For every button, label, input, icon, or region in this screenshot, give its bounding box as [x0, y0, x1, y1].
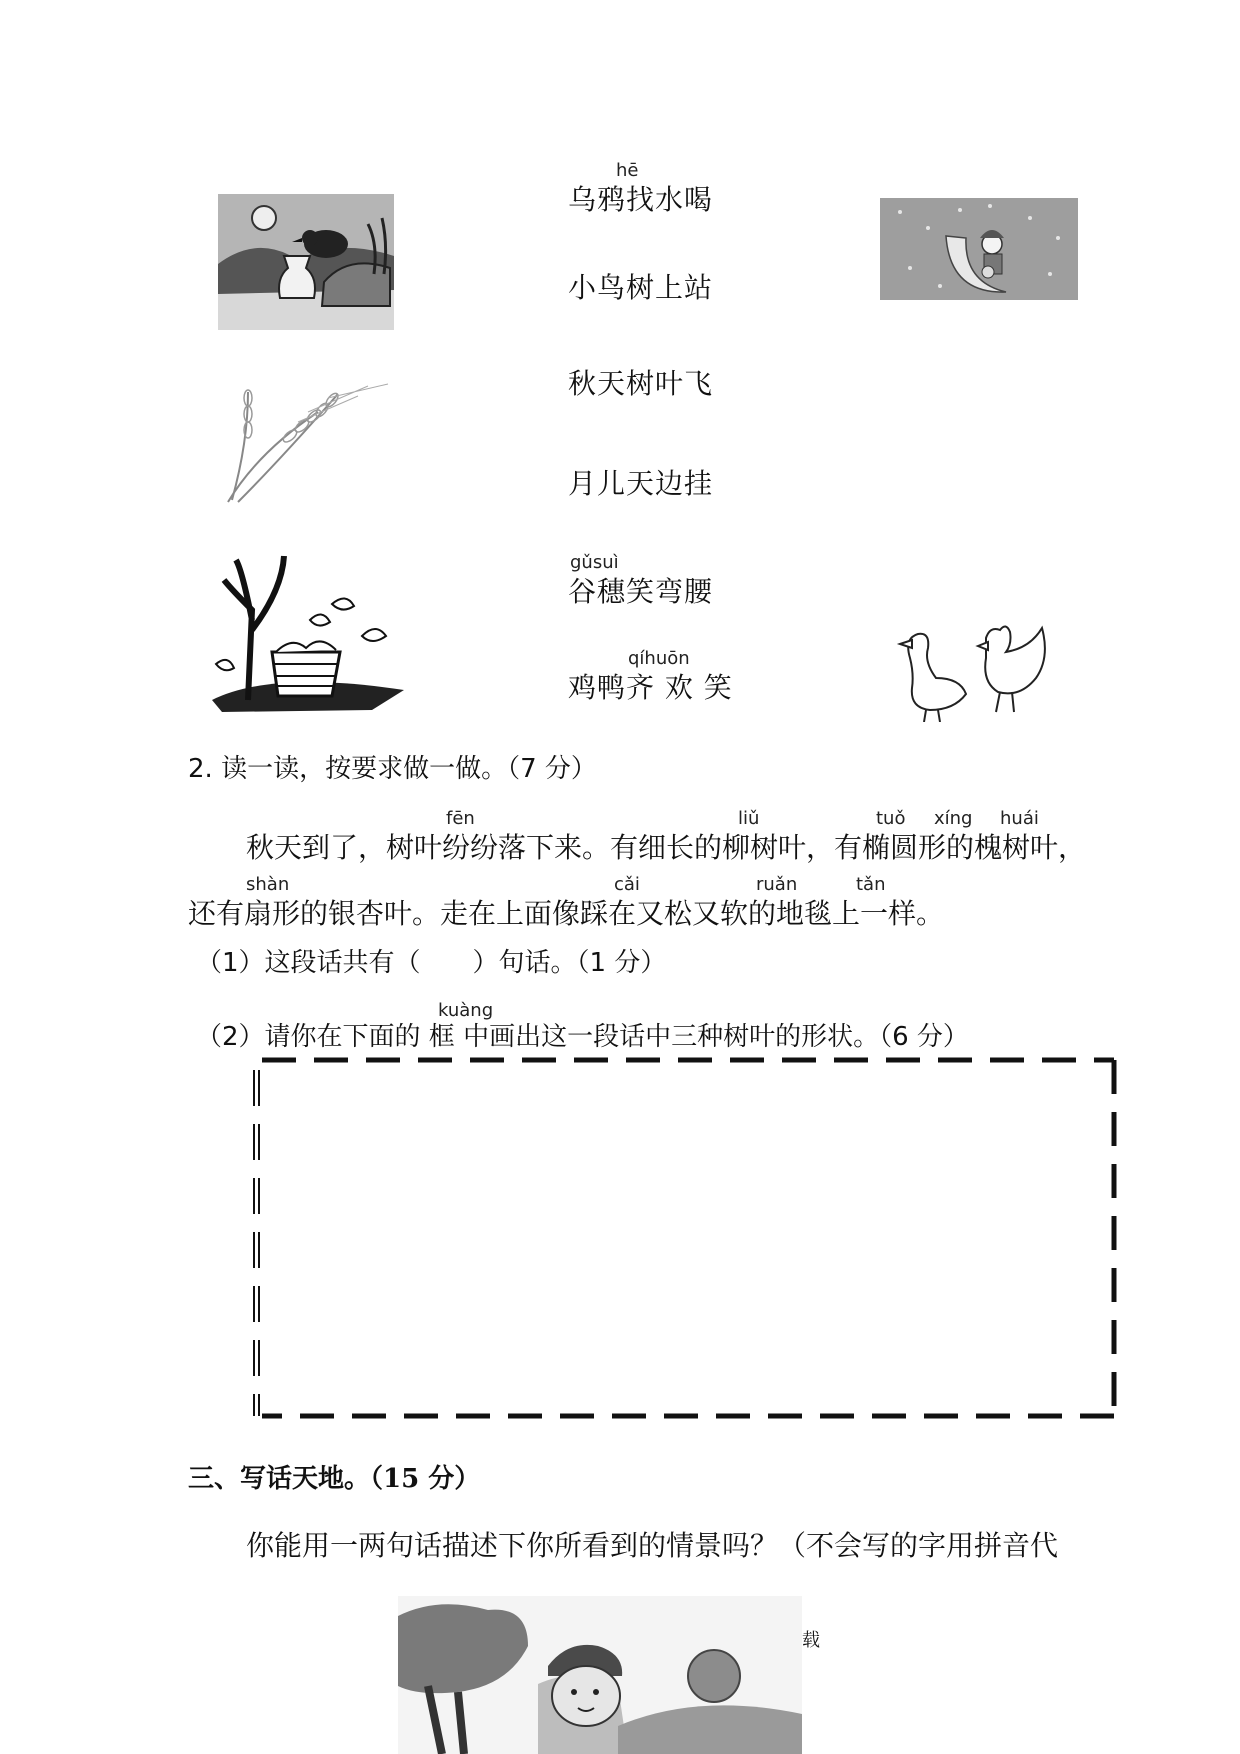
q2-paragraph-line-1: 秋天到了，树叶纷纷落下来。有细长的柳树叶，有椭圆形的槐树叶，	[246, 831, 1087, 864]
pinyin-ruan: ruǎn	[756, 874, 798, 895]
duck-rooster-picture	[890, 618, 1050, 722]
pinyin-gusui: gǔsuì	[570, 552, 619, 573]
match-line-1: 乌鸦找水喝	[568, 183, 714, 216]
match-line-3: 秋天树叶飞	[568, 367, 714, 400]
wheat-ear-picture	[218, 382, 398, 504]
autumn-tree-basket-picture	[212, 550, 404, 712]
pinyin-tuo: tuǒ	[876, 808, 906, 829]
pinyin-cai: cǎi	[614, 874, 640, 895]
q2-title: 2. 读一读，按要求做一做。（7 分）	[188, 754, 597, 784]
crow-vase-picture	[218, 194, 394, 330]
match-line-5: 谷穗笑弯腰	[568, 575, 714, 608]
match-line-4: 月儿天边挂	[568, 467, 714, 500]
match-line-2: 小鸟树上站	[568, 271, 714, 304]
match-line-6: 鸡鸭齐 欢 笑	[568, 671, 733, 704]
boy-on-moon-picture	[880, 198, 1078, 300]
drawing-frame[interactable]	[248, 1050, 1124, 1426]
pinyin-liu: liǔ	[738, 808, 760, 829]
pinyin-kuang: kuàng	[438, 1000, 494, 1021]
pinyin-he: hē	[616, 160, 639, 181]
boy-scene-picture	[398, 1596, 802, 1754]
pinyin-shan: shàn	[246, 874, 290, 895]
q2-sub-question-1: （1）这段话共有（ ）句话。（1 分）	[196, 948, 667, 978]
section-3-prompt: 你能用一两句话描述下你所看到的情景吗？（不会写的字用拼音代	[246, 1529, 1059, 1562]
pinyin-fen: fēn	[446, 808, 475, 829]
section-3-title: 三、写话天地。（15 分）	[188, 1464, 481, 1494]
pinyin-qihuan: qíhuōn	[628, 648, 690, 669]
q2-sub-question-2: （2）请你在下面的 框 中画出这一段话中三种树叶的形状。（6 分）	[196, 1022, 969, 1052]
pinyin-xing: xíng	[934, 808, 973, 829]
side-note: 载	[802, 1630, 820, 1651]
pinyin-huai: huái	[1000, 808, 1039, 829]
pinyin-tan: tǎn	[856, 874, 886, 895]
q2-paragraph-line-2: 还有扇形的银杏叶。走在上面像踩在又松又软的地毯上一样。	[188, 897, 945, 930]
